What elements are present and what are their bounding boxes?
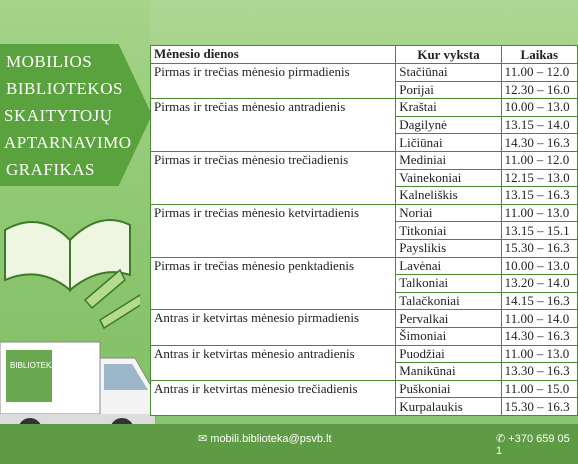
title-line-4: APTARNAVIMO <box>4 133 132 152</box>
time-cell: 11.00 – 12.0 <box>501 64 577 82</box>
place-cell: Stačiūnai <box>396 64 501 82</box>
phone-contact[interactable] <box>496 432 578 457</box>
place-cell: Manikūnai <box>396 363 501 381</box>
day-cell: Pirmas ir trečias mėnesio antradienis <box>151 99 396 152</box>
header-time: Laikas <box>501 46 577 64</box>
day-cell: Antras ir ketvirtas mėnesio antradienis <box>151 345 396 380</box>
place-cell: Puodžiai <box>396 345 501 363</box>
day-cell: Antras ir ketvirtas mėnesio pirmadienis <box>151 310 396 345</box>
place-cell: Payslikis <box>396 239 501 257</box>
time-cell: 14.30 – 16.3 <box>501 134 577 152</box>
time-cell: 13.15 – 14.0 <box>501 116 577 134</box>
envelope-icon: ✉ <box>198 433 208 445</box>
header-days: Mėnesio dienos <box>151 46 396 64</box>
place-cell: Kalneliškis <box>396 187 501 205</box>
time-cell: 14.15 – 16.3 <box>501 292 577 310</box>
place-cell: Porijai <box>396 81 501 99</box>
title-line-1: MOBILIOS <box>6 52 93 71</box>
time-cell: 13.30 – 16.3 <box>501 363 577 381</box>
time-cell: 15.30 – 16.3 <box>501 398 577 416</box>
title-line-3: SKAITYTOJŲ <box>4 106 113 125</box>
bus-label: BIBLIOTEKA <box>10 361 57 370</box>
phone-icon: ✆ <box>496 433 506 445</box>
time-cell: 13.15 – 15.1 <box>501 222 577 240</box>
day-cell: Pirmas ir trečias mėnesio penktadienis <box>151 257 396 310</box>
time-cell: 11.00 – 15.0 <box>501 380 577 398</box>
place-cell: Puškoniai <box>396 380 501 398</box>
title-line-2: BIBLIOTEKOS <box>6 79 123 98</box>
time-cell: 11.00 – 13.0 <box>501 345 577 363</box>
open-book-icon <box>0 200 140 330</box>
place-cell: Noriai <box>396 204 501 222</box>
place-cell: Ličiūnai <box>396 134 501 152</box>
time-cell: 15.30 – 16.3 <box>501 239 577 257</box>
schedule-table <box>150 45 578 416</box>
email-text: mobili.biblioteka@psvb.lt <box>210 433 332 445</box>
title-line-5: GRAFIKAS <box>6 160 96 179</box>
time-cell: 10.00 – 13.0 <box>501 257 577 275</box>
time-cell: 12.30 – 16.0 <box>501 81 577 99</box>
day-cell: Pirmas ir trečias mėnesio trečiadienis <box>151 151 396 204</box>
day-cell: Pirmas ir trečias mėnesio ketvirtadienis <box>151 204 396 257</box>
time-cell: 11.00 – 12.0 <box>501 151 577 169</box>
time-cell: 14.30 – 16.3 <box>501 327 577 345</box>
place-cell: Talkoniai <box>396 275 501 293</box>
time-cell: 11.00 – 14.0 <box>501 310 577 328</box>
day-cell: Pirmas ir trečias mėnesio pirmadienis <box>151 64 396 99</box>
time-cell: 13.15 – 16.3 <box>501 187 577 205</box>
place-cell: Titkoniai <box>396 222 501 240</box>
place-cell: Lavėnai <box>396 257 501 275</box>
place-cell: Vainekoniai <box>396 169 501 187</box>
place-cell: Dagilynė <box>396 116 501 134</box>
place-cell: Pervalkai <box>396 310 501 328</box>
email-contact[interactable] <box>198 432 332 445</box>
place-cell: Šimoniai <box>396 327 501 345</box>
place-cell: Kurpalaukis <box>396 398 501 416</box>
phone-text: +370 659 05 1 <box>496 433 570 457</box>
time-cell: 10.00 – 13.0 <box>501 99 577 117</box>
time-cell: 11.00 – 13.0 <box>501 204 577 222</box>
place-cell: Kraštai <box>396 99 501 117</box>
header-place: Kur vyksta <box>396 46 501 64</box>
day-cell: Antras ir ketvirtas mėnesio trečiadienis <box>151 380 396 415</box>
place-cell: Mediniai <box>396 151 501 169</box>
time-cell: 13.20 – 14.0 <box>501 275 577 293</box>
place-cell: Talačkoniai <box>396 292 501 310</box>
time-cell: 12.15 – 13.0 <box>501 169 577 187</box>
